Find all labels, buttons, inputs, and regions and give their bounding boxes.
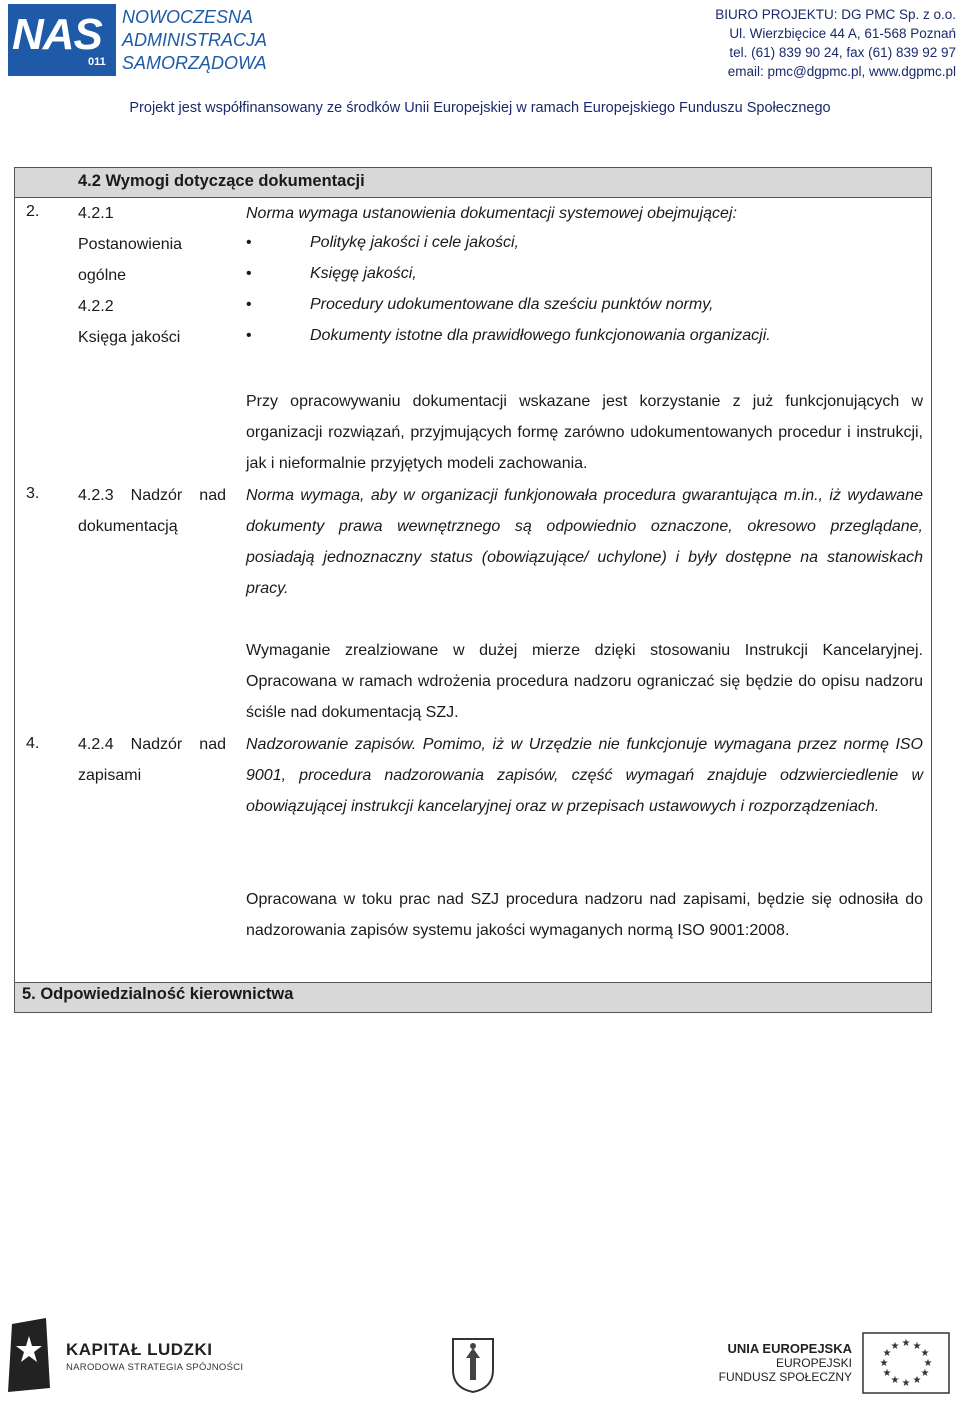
clause-line: Księga jakości — [78, 329, 181, 346]
svg-text:★: ★ — [923, 1358, 933, 1369]
cofinancing-note: Projekt jest współfinansowany ze środków Unii Europejskiej w ramach Europejskiego Funduszu Społecznego — [129, 100, 831, 116]
next-section-header: 5. Odpowiedzialność kierownictwa — [22, 985, 294, 1003]
svg-text:★: ★ — [901, 1378, 911, 1389]
program-line-1: NOWOCZESNA — [122, 7, 254, 27]
kapital-ludzki-title: KAPITAŁ LUDZKI — [66, 1340, 213, 1359]
requirement-text: Nadzorowanie zapisów. Pomimo, iż w Urzędzie nie funkcjonuje wymagana przez normę ISO 9001, procedura nadzorowania zapisów, część wymagań znajduje odzwierciedlenie w obowiązującej instrukcji kancelaryjnej oraz w przepisach ustawowych i rozporządzeniach. — [246, 736, 923, 815]
svg-text:★: ★ — [912, 1375, 922, 1386]
requirement-text: Norma wymaga ustanowienia dokumentacji systemowej obejmującej: — [246, 205, 737, 222]
bullet-item: • Księgę jakości, — [246, 258, 923, 289]
comment-text: Wymaganie zrealziowane w dużej mierze dzięki stosowaniu Instrukcji Kancelaryjnej. Opracowana w ramach wdrożenia procedura nadzoru ograniczać się będzie do opisu nadzoru ściśle nad dokumentacją SZJ. — [246, 642, 923, 721]
eu-line-1: UNIA EUROPEJSKA — [727, 1341, 852, 1356]
eu-flag-icon — [862, 1332, 950, 1394]
kapital-ludzki-logo-icon — [6, 1318, 52, 1392]
svg-text:★: ★ — [882, 1368, 892, 1379]
clause-line: dokumentacją — [78, 518, 178, 535]
clause-number: 4.2.4 — [78, 736, 114, 753]
contact-email: email: pmc@dgpmc.pl, www.dgpmc.pl — [727, 64, 956, 79]
eu-line-3: FUNDUSZ SPOŁECZNY — [718, 1370, 852, 1384]
comment-text: Opracowana w toku prac nad SZJ procedura nadzoru nad zapisami, będzie się odnosiła do nadzorowania zapisów systemu jakości wymaganych normą ISO 9001:2008. — [246, 891, 923, 939]
row-number: 4. — [26, 735, 40, 752]
contact-office: BIURO PROJEKTU: DG PMC Sp. z o.o. — [715, 7, 956, 22]
eu-line-2: EUROPEJSKI — [775, 1356, 852, 1370]
clause-word: Nadzór — [130, 736, 183, 753]
nas-logo-text: NAS — [12, 10, 102, 59]
national-emblem-icon — [450, 1336, 496, 1394]
kapital-ludzki-subtitle: NARODOWA STRATEGIA SPÓJNOŚCI — [66, 1362, 244, 1373]
clause-cell — [78, 480, 226, 542]
clause-line: Postanowienia — [78, 236, 183, 253]
svg-text:★: ★ — [882, 1348, 892, 1359]
clause-cell — [78, 729, 226, 791]
svg-text:★: ★ — [879, 1358, 889, 1369]
svg-text:★: ★ — [890, 1375, 900, 1386]
svg-text:★: ★ — [920, 1348, 930, 1359]
clause-word: nad — [199, 736, 226, 753]
nas-logo-number: 011 — [88, 56, 106, 68]
clause-line: 4.2.1 — [78, 205, 114, 222]
section-header: 4.2 Wymogi dotyczące dokumentacji — [78, 172, 365, 190]
svg-text:★: ★ — [912, 1341, 922, 1352]
requirement-text: Norma wymaga, aby w organizacji funkjonowała procedura gwarantująca m.in., iż wydawane dokumenty prawa wewnętrznego są odpowiednio oznaczone, okresowo przeglądane, posiadają jednoznaczny status (obowiązujące/ uchylone) i były dostępne na stanowiskach pracy. — [246, 487, 923, 597]
contact-address: Ul. Wierzbięcice 44 A, 61-568 Poznań — [729, 26, 956, 41]
clause-line: 4.2.2 — [78, 298, 114, 315]
clause-word: nad — [199, 487, 226, 504]
comment-text: Przy opracowywaniu dokumentacji wskazane jest korzystanie z już funkcjonujących w organizacji rozwiązań, przyjmujących formę zarówno udokumentowanych procedur i instrukcji, jak i nieformalnie przyjętych modeli zachowania. — [246, 393, 923, 472]
program-line-2: ADMINISTRACJA — [122, 30, 268, 50]
bullet-item: • Dokumenty istotne dla prawidłowego funkcjonowania organizacji. — [246, 320, 923, 351]
clause-cell — [78, 198, 226, 353]
clause-word: Nadzór — [130, 487, 183, 504]
svg-text:★: ★ — [901, 1338, 911, 1349]
contact-phone: tel. (61) 839 90 24, fax (61) 839 92 97 — [729, 45, 956, 60]
svg-text:★: ★ — [920, 1368, 930, 1379]
program-line-3: SAMORZĄDOWA — [122, 53, 267, 73]
clause-line: zapisami — [78, 767, 142, 784]
row-number: 2. — [26, 203, 40, 220]
requirement-bullets — [246, 227, 923, 351]
bullet-item: • Politykę jakości i cele jakości, — [246, 227, 923, 258]
clause-number: 4.2.3 — [78, 487, 114, 504]
clause-line: ogólne — [78, 267, 127, 284]
bullet-item: • Procedury udokumentowane dla sześciu punktów normy, — [246, 289, 923, 320]
svg-text:★: ★ — [890, 1341, 900, 1352]
row-number: 3. — [26, 485, 40, 502]
